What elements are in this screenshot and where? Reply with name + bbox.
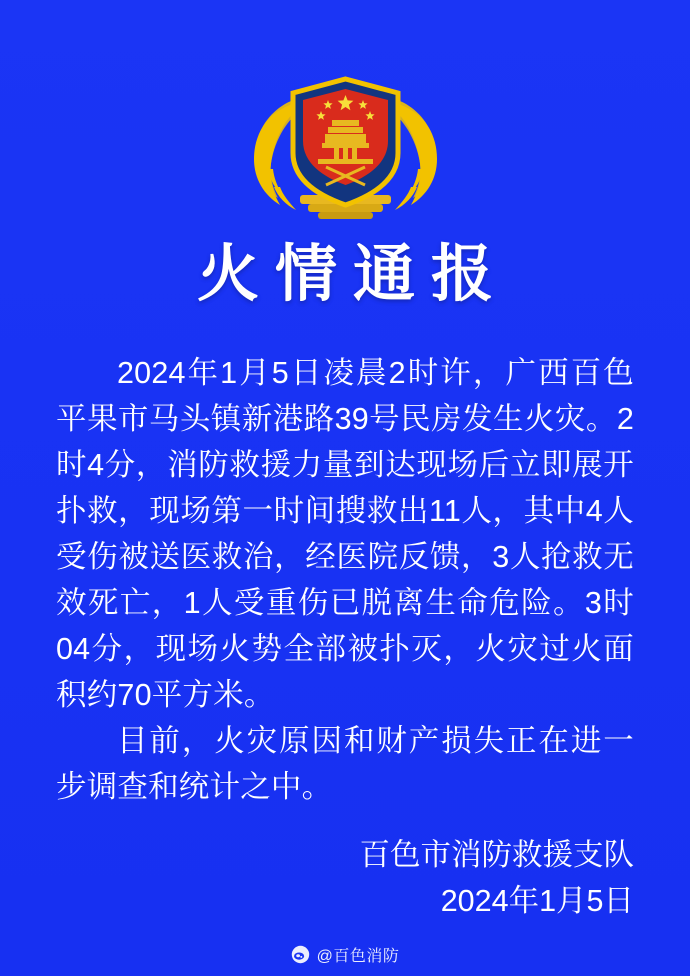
- emblem-container: [0, 62, 690, 232]
- fire-rescue-emblem-icon: [238, 67, 453, 227]
- signature-date: 2024年1月5日: [440, 884, 634, 918]
- notice-paragraph-1: 2024年1月5日凌晨2时许，广西百色平果市马头镇新港路39号民房发生火灾。2时4分，消防救援力量到达现场后立即展开扑救，现场第一时间搜救出11人，其中4人受伤被送医救治，经医院反馈，3人抢救无效死亡，1人受重伤已脱离生命危险。3时04分，现场火势全部被扑灭，火灾过火面积约70平方米。: [56, 356, 634, 712]
- signature-block: [194, 832, 634, 924]
- weibo-icon: [291, 945, 310, 964]
- notice-paragraph-2: 目前，火灾原因和财产损失正在进一步调查和统计之中。: [56, 724, 634, 804]
- footer-account-label: @百色消防: [316, 948, 400, 965]
- signature-organization: 百色市消防救援支队: [359, 838, 634, 872]
- page-title: 火情通报: [196, 237, 509, 310]
- notice-body: [56, 350, 634, 810]
- footer-watermark: [0, 943, 690, 966]
